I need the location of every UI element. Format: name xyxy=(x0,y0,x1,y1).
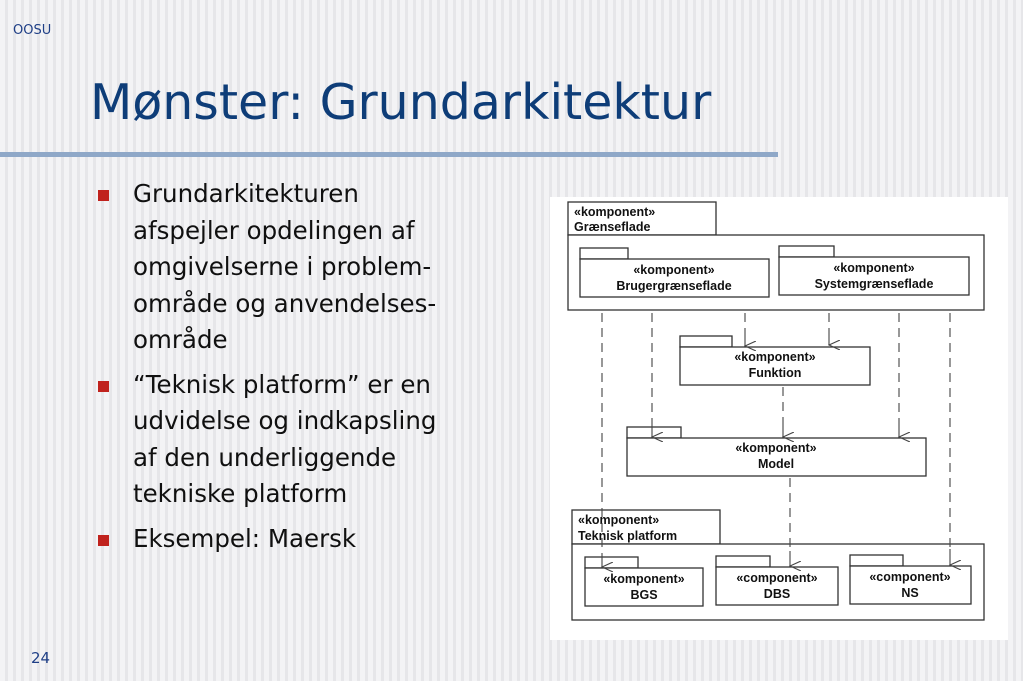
component-tab xyxy=(585,557,638,568)
bullet-text-line: udvidelse og indkapsling xyxy=(133,406,437,435)
bullet-square-icon xyxy=(98,381,109,392)
component-stereotype: «component» xyxy=(869,570,951,584)
architecture-diagram xyxy=(550,197,1008,640)
component-name: NS xyxy=(901,586,919,600)
bullet-text-line: omgivelserne i problem- xyxy=(133,252,432,281)
component-stereotype: «komponent» xyxy=(833,261,915,275)
bullet-text-line: “Teknisk platform” er en xyxy=(133,369,431,399)
component-name: Model xyxy=(757,457,795,471)
component-funktion xyxy=(680,336,870,385)
component-stereotype: «komponent» xyxy=(633,263,715,277)
component-name: Brugergrænseflade xyxy=(616,279,732,293)
bullet-item xyxy=(98,521,528,558)
bullet-text-line: område xyxy=(133,325,228,354)
page-number: 24 xyxy=(31,649,51,667)
component-name: BGS xyxy=(630,588,658,602)
bullet-item xyxy=(98,367,528,513)
component-name: DBS xyxy=(763,587,791,601)
package-teknisk-platform xyxy=(572,510,984,620)
component-tab xyxy=(680,336,732,347)
component-name: Funktion xyxy=(748,366,802,380)
slide-title: Mønster: Grundarkitektur xyxy=(90,74,712,131)
component-tab xyxy=(850,555,903,566)
bullet-text-line: Eksempel: Maersk xyxy=(133,523,357,553)
bullet-text-line: tekniske platform xyxy=(133,479,348,508)
bullet-square-icon xyxy=(98,535,109,546)
bullet-text-line: område og anvendelses- xyxy=(133,288,437,318)
bullet-item xyxy=(98,176,528,359)
bullet-text-line: Grundarkitekturen xyxy=(133,179,359,208)
component-model xyxy=(627,427,926,476)
component-stereotype: «komponent» xyxy=(734,350,816,364)
package-graenseflade xyxy=(568,202,984,310)
component-tab xyxy=(627,427,681,438)
component-tab xyxy=(716,556,770,567)
package-stereotype: «komponent» xyxy=(574,205,656,219)
package-name: Teknisk platform xyxy=(578,529,678,543)
header-label: OOSU xyxy=(13,23,52,38)
component-stereotype: «komponent» xyxy=(603,572,685,586)
bullet-text-line: afspejler opdelingen af xyxy=(133,215,415,245)
component-stereotype: «component» xyxy=(736,571,818,585)
architecture-diagram-svg xyxy=(550,197,1008,640)
bullet-text-line: af den underliggende xyxy=(133,442,397,472)
component-tab xyxy=(580,248,628,259)
component-tab xyxy=(779,246,834,257)
component-stereotype: «komponent» xyxy=(735,441,817,455)
component-name: Systemgrænseflade xyxy=(814,277,934,291)
bullet-square-icon xyxy=(98,190,109,201)
package-name: Grænseflade xyxy=(574,220,651,234)
bullet-list xyxy=(98,176,528,565)
title-divider xyxy=(0,152,778,157)
package-stereotype: «komponent» xyxy=(578,513,660,527)
